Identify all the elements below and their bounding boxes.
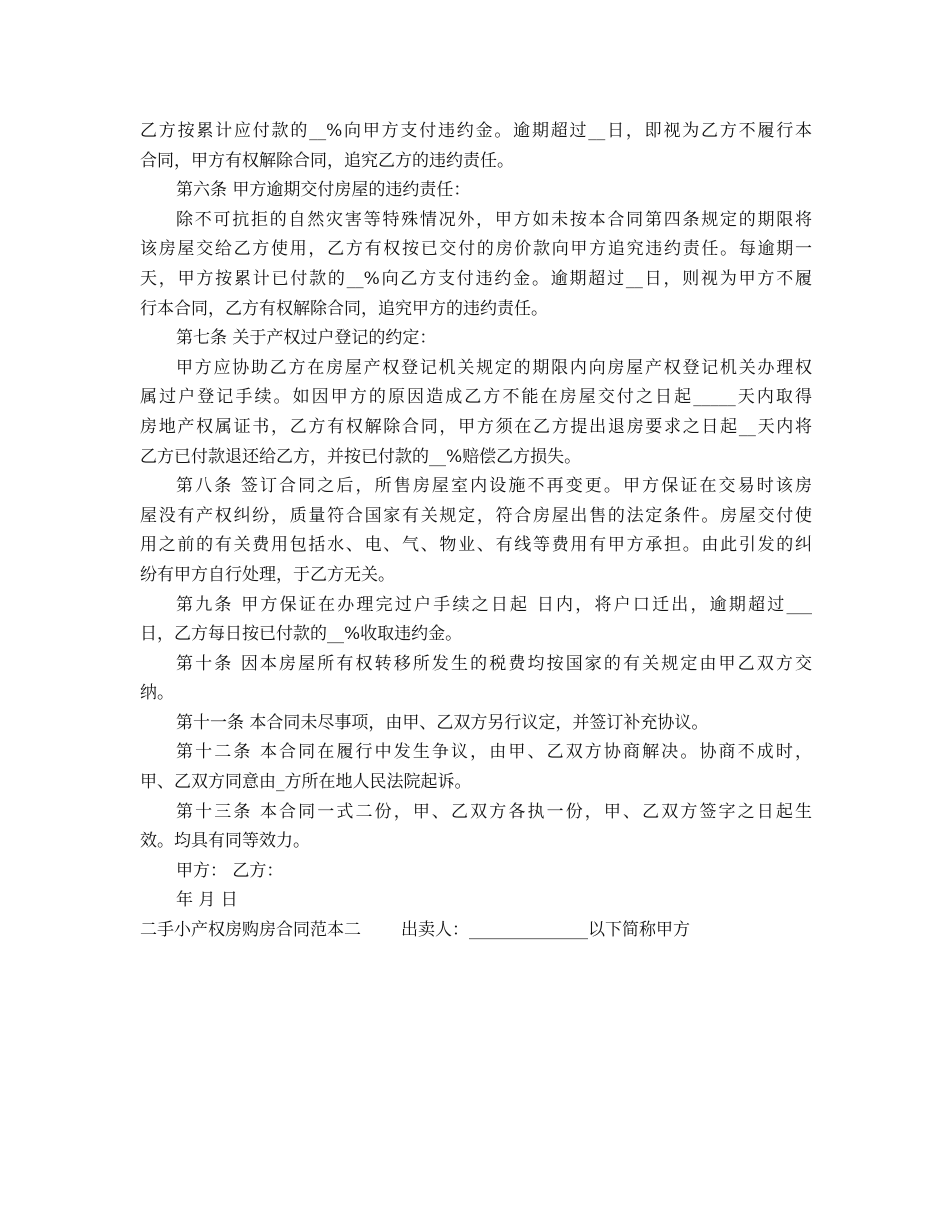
signature-parties: 甲方： 乙方： bbox=[176, 860, 284, 881]
text-line: 纳。 bbox=[140, 683, 174, 704]
text-line: 用之前的有关费用包括水、电、气、物业、有线等费用有甲方承担。由此引发的纠 bbox=[140, 535, 812, 556]
text-line: 房地产权属证书，乙方有权解除合同，甲方须在乙方提出退房要求之日起__天内将 bbox=[140, 416, 812, 437]
contract-text bbox=[140, 117, 812, 946]
text-line: 日，乙方每日按已付款的__%收取违约金。 bbox=[140, 624, 463, 645]
footer-title: 二手小产权房购房合同范本二 bbox=[140, 920, 361, 941]
text-line: 天，甲方按累计已付款的__%向乙方支付违约金。逾期超过__日，则视为甲方不履 bbox=[140, 268, 812, 289]
text-line: 屋没有产权纠纷，质量符合国家有关规定，符合房屋出售的法定条件。房屋交付使 bbox=[140, 505, 812, 526]
text-line: 行本合同，乙方有权解除合同，追究甲方的违约责任。 bbox=[140, 298, 548, 319]
article-8: 第八条 签订合同之后，所售房屋室内设施不再变更。甲方保证在交易时该房 bbox=[176, 476, 812, 497]
article-10: 第十条 因本房屋所有权转移所发生的税费均按国家的有关规定由甲乙双方交 bbox=[176, 653, 812, 674]
article-12: 第十二条 本合同在履行中发生争议，由甲、乙双方协商解决。协商不成时， bbox=[176, 742, 812, 763]
article-11: 第十一条 本合同未尽事项，由甲、乙双方另行议定，并签订补充协议。 bbox=[176, 712, 709, 733]
text-line: 该房屋交给乙方使用，乙方有权按已交付的房价款向甲方追究违约责任。每逾期一 bbox=[140, 239, 812, 260]
text-line: 除不可抗拒的自然灾害等特殊情况外，甲方如未按本合同第四条规定的期限将 bbox=[176, 209, 812, 230]
text-line: 甲、乙双方同意由_方所在地人民法院起诉。 bbox=[140, 772, 472, 793]
text-line: 乙方已付款退还给乙方，并按已付款的__%赔偿乙方损失。 bbox=[140, 446, 582, 467]
footer-seller: 出卖人：______________以下简称甲方 bbox=[401, 920, 690, 941]
text-line: 合同，甲方有权解除合同，追究乙方的违约责任。 bbox=[140, 150, 514, 171]
text-line: 效。均具有同等效力。 bbox=[140, 831, 310, 852]
article-7-heading: 第七条 关于产权过户登记的约定： bbox=[176, 328, 437, 349]
text-line: 乙方按累计应付款的__%向甲方支付违约金。逾期超过__日，即视为乙方不履行本 bbox=[140, 121, 812, 141]
text-line: 甲方应协助乙方在房屋产权登记机关规定的期限内向房屋产权登记机关办理权 bbox=[176, 357, 812, 378]
signature-date: 年 月 日 bbox=[176, 890, 238, 911]
article-13: 第十三条 本合同一式二份，甲、乙双方各执一份，甲、乙双方签字之日起生 bbox=[176, 801, 812, 822]
article-9: 第九条 甲方保证在办理完过户手续之日起 日内，将户口迁出，逾期超过___ bbox=[176, 594, 812, 615]
article-6-heading: 第六条 甲方逾期交付房屋的违约责任： bbox=[176, 180, 471, 201]
text-line: 纷有甲方自行处理，于乙方无关。 bbox=[140, 564, 395, 585]
footer-line bbox=[140, 916, 812, 946]
text-line: 属过户登记手续。如因甲方的原因造成乙方不能在房屋交付之日起_____天内取得 bbox=[140, 387, 812, 408]
